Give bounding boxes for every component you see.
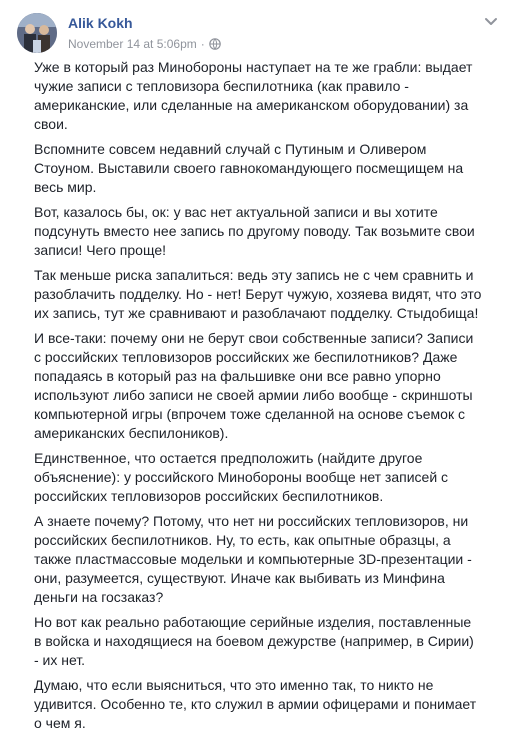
post-paragraph: Уже в который раз Минобороны наступает на те же грабли: выдает чужие записи с тепловизора беспилотника (как правило - американские, или сделанные на американском оборудовании) за свои. — [34, 59, 473, 132]
meta-separator: · — [200, 37, 205, 51]
post-meta — [68, 37, 221, 53]
post-paragraph: Вот, казалось бы, ок: у вас нет актуальной записи и вы хотите подсунуть вместо нее запись по другому поводу. Так возьмите свои записи! Чего проще! — [34, 204, 475, 258]
post-paragraph: Вспомните совсем недавний случай с Путиным и Оливером Стоуном. Выставили своего гавнокомандующего посмещищем на весь мир. — [34, 141, 464, 195]
avatar[interactable] — [17, 13, 57, 53]
chevron-down-icon[interactable] — [484, 16, 498, 26]
post-paragraph: И все-таки: почему они не берут свои собственные записи? Записи с российских тепловизоров российских же беспилотников? Даже попадаясь в который раз на фальшивке они все равно упорно используют либо записи не своей армии либо вообще - скриншоты компьютерной игры (впрочем тоже сделанной на основе съемок с американских беспилоников). — [34, 330, 474, 441]
post-paragraph: Думаю, что если выясниться, что это именно так, то никто не удивится. Особенно те, кто служил в армии офицерами и понимает о чем я. — [34, 677, 477, 731]
post-paragraph: Но вот как реально работающие серийные изделия, поставленные в войска и находящиеся на боевом дежурстве (например, в Сирии) - их нет. — [34, 614, 474, 668]
globe-icon[interactable] — [209, 38, 221, 53]
post-body — [34, 58, 482, 739]
post-paragraph: Так меньше риска запалиться: ведь эту запись не с чем сравнить и разоблачить подделку. Но - нет! Берут чужую, хозяева видят, что это их запись, тут же сравнивают и разоблачают подделку. Стыдобища! — [34, 267, 482, 321]
profile-photo-icon — [17, 13, 57, 53]
post-paragraph: А знаете почему? Потому, что нет ни российских тепловизоров, ни российских беспилотников. Ну, то есть, как опытные образцы, а также пластмассовые модельки и компьютерные 3D-презентации - они, разумеется, существуют. Иначе как выбивать из Минфина деньги на госзаказ? — [34, 513, 472, 605]
post-header — [17, 10, 500, 60]
post-timestamp[interactable]: November 14 at 5:06pm — [68, 37, 197, 51]
author-name[interactable]: Alik Kokh — [68, 15, 133, 31]
post-paragraph: Единственное, что остается предположить (найдите другое объяснение): у российского Минобороны вообще нет записей с российских тепловизоров российских беспилотников. — [34, 450, 449, 504]
